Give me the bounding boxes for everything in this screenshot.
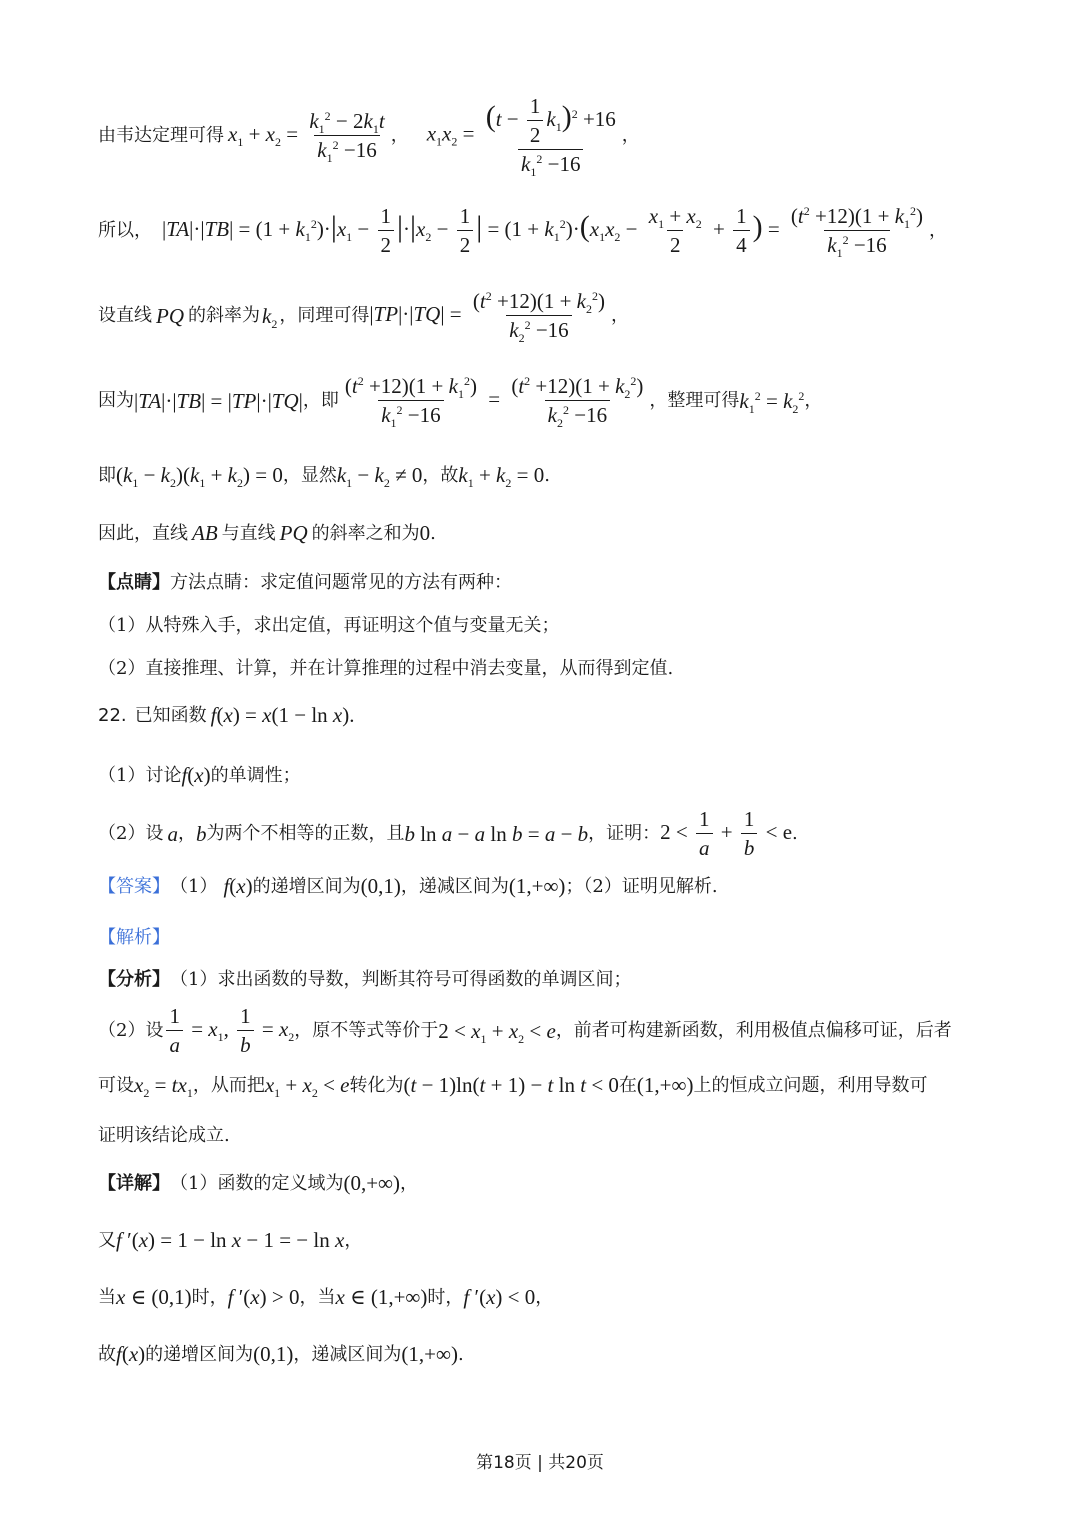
fenxi-line: 【分析】 （1）求出函数的导数，判断其符号可得函数的单调区间； (98, 969, 632, 990)
equal-formula: $\frac{(t^2 +12)(1 + k_1^2)}{k_1^2 -16}$ = $\frac{(t^2 +12)(1 + k_2^2)}{k_2^2 -16}$ (344, 374, 644, 431)
page-footer: 第18页 | 共20页 (476, 1453, 604, 1473)
question-22-part-2: （2）设 a ， b 为两个不相等的正数，且 b ln a − a ln b = a − b ，证明： 2 < $\frac{1}{a}$ + $\frac{1}{b}$ < e . (98, 807, 798, 861)
dianjing-item-2: （2）直接推理、计算，并在计算推理的过程中消去变量，从而得到定值. (98, 658, 674, 679)
dianjing-heading: 【点睛】 方法点睛：求定值问题常见的方法有两种： (98, 572, 512, 593)
answer-line: 【答案】 （1） f(x) 的递增区间为 (0,1) ，递减区间为 (1,+∞) ；（2）证明见解析. (98, 874, 718, 898)
fenxi-line-3: 可设 $x_2 = tx_1$ ，从而把 $x_1 + x_2 < e$ 转化为 (t − 1)ln(t + 1) − t ln t < 0 在 (1,+∞) 上的恒成立问题，利用导数可 (98, 1073, 928, 1101)
equal-line: 因为 |TA|·|TB| = |TP|·|TQ| ，即 $\frac{(t^2 +12)(1 + k_1^2)}{k_1^2 -16}$ = $\frac{(t^2 +12)(1 + k_2^2)}{k_2^2 -16}$ ，整理可得 $k_1^2 = k_2^2$ ， (98, 374, 823, 431)
sign-line: 当 x ∈ (0,1) 时， f ′(x) > 0 ，当 x ∈ (1,+∞) 时， f ′(x) < 0 ， (98, 1285, 554, 1309)
sum-formula: $x_1 + x_2$ = $\frac{k_1^2 - 2k_1t}{k_1^2 -16}$ (228, 108, 385, 165)
monotonic-line: 故 f(x) 的递增区间为 (0,1) ，递减区间为 (1,+∞) . (98, 1342, 464, 1366)
dianjing-item-1: （1）从特殊入手，求出定值，再证明这个值与变量无关； (98, 615, 560, 636)
fenxi-line-4: 证明该结论成立. (98, 1125, 230, 1146)
pq-line: 设直线 PQ 的斜率为 $k_2$ ，同理可得 |TP|·|TQ| = $\frac{(t^2 +12)(1 + k_2^2)}{k_2^2 -16}$ ， (98, 289, 629, 346)
question-22-part-1: （1）讨论 f(x) 的单调性； (98, 763, 301, 787)
jiexi-heading: 【解析】 (98, 927, 170, 948)
result-line: 因此，直线 AB 与直线 PQ 的斜率之和为 0 . (98, 521, 436, 545)
xiangjie-line: 【详解】 （1）函数的定义域为 (0,+∞) ， (98, 1171, 419, 1195)
ta-tb-line: 所以， $|TA|\cdot|TB| = (1 + k_1^2)\cdot|x_1$ − $\frac{1}{2}$ $|\cdot|x_2$ − $\frac{1}{2}$ | = $(1 + k_1^2)\cdot(x_1x_2$ − $\frac{x_1 + x_2}{2}$ + $\frac{1}{4}$ ) = $\frac{(t^2 +12)(1 + k_1^2)}{k_1^2 -16}$ ， (98, 204, 948, 261)
ta-tb-formula: $|TA|\cdot|TB| = (1 + k_1^2)\cdot|x_1$ − $\frac{1}{2}$ $|\cdot|x_2$ − $\frac{1}{2}$ | = $(1 + k_1^2)\cdot(x_1x_2$ − $\frac{x_1 + x_2}{2}$ + $\frac{1}{4}$ ) = $\frac{(t^2 +12)(1 + k_1^2)}{k_1^2 -16}$ (162, 204, 924, 261)
tp-tq-formula: |TP|·|TQ| = $\frac{(t^2 +12)(1 + k_2^2)}{k_2^2 -16}$ (369, 289, 605, 346)
conclude-line: 即 $(k_1 - k_2)(k_1 + k_2) = 0$ ，显然 $k_1 - k_2 \ne 0$ ，故 $k_1 + k_2 = 0$ . (98, 463, 550, 491)
derivative-line: 又 f ′(x) = 1 − ln x − 1 = − ln x ， (98, 1228, 363, 1252)
product-formula: $x_1x_2$ = (t − $\frac{1}{2}$ $k_1)^2 +16$ $k_1^2 -16$ (426, 94, 616, 180)
question-22: 22. 已知函数 f(x) = x(1 − ln x). (98, 703, 355, 727)
vieta-line: 由韦达定理可得 $x_1 + x_2$ = $\frac{k_1^2 - 2k_1t}{k_1^2 -16}$ ， $x_1x_2$ = (t − $\frac{1}{2}$ $k_1)^2 +16$ $k_1^2 -16$ ， (98, 94, 640, 180)
fenxi-line-2: （2）设 $\frac{1}{a}$ = $x_1$, $\frac{1}{b}$ = $x_2$ ，原不等式等价于 $2 < x_1 + x_2 < e$ ，前者可构建新函数，利用极值点偏移可证，后者 (98, 1004, 952, 1058)
